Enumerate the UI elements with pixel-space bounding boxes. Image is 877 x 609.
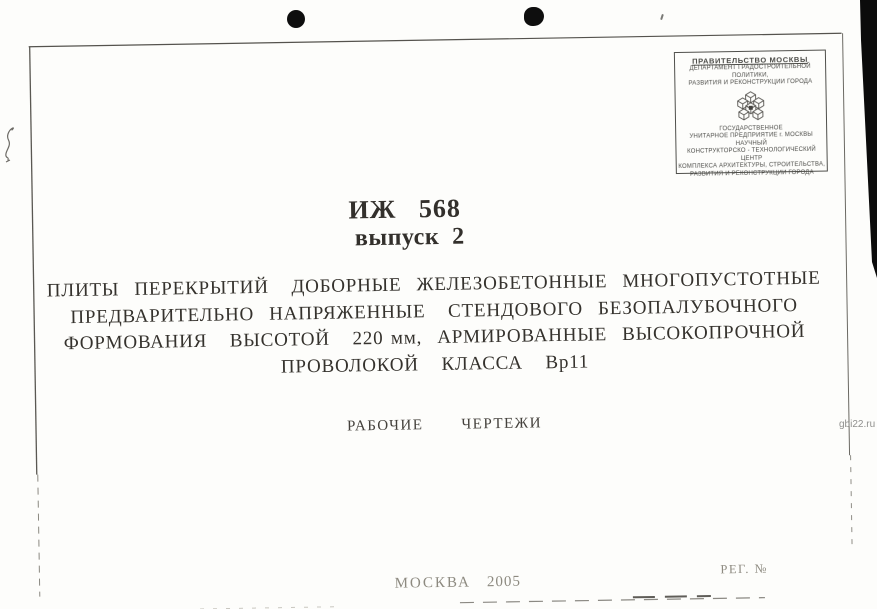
title-line: ПЛИТЫ ПЕРЕКРЫТИЙ ДОБОРНЫЕ ЖЕЛЕЗОБЕТОННЫЕ МНОГОПУСТОТНЫЕ bbox=[46, 267, 821, 302]
stamp-org-line: НАУЧНЫЙ bbox=[735, 140, 768, 147]
doc-issue: выпуск 2 bbox=[354, 223, 465, 252]
footer-city-year bbox=[394, 574, 521, 593]
footer-year: 2005 bbox=[486, 573, 522, 591]
title-line: ФОРМОВАНИЯ ВЫСОТОЙ 220 мм, АРМИРОВАННЫЕ ВЫСОКОПРОЧНОЙ bbox=[63, 320, 806, 355]
cube-cluster-logo-icon bbox=[730, 89, 771, 124]
scan-edge-strip bbox=[857, 0, 877, 280]
watermark: gbi22.ru bbox=[839, 419, 876, 430]
stamp-org-line: ГОСУДАРСТВЕННОЕ bbox=[719, 124, 783, 132]
stamp-org-line: УНИТАРНОЕ ПРЕДПРИЯТИЕ г. МОСКВЫ bbox=[689, 131, 813, 140]
stamp-header: ПРАВИТЕЛЬСТВО МОСКВЫ bbox=[692, 54, 808, 66]
bottom-tear-line bbox=[200, 595, 765, 609]
stamp-dept-line-2: РАЗВИТИЯ И РЕКОНСТРУКЦИИ ГОРОДА bbox=[688, 78, 813, 87]
margin-scribble bbox=[0, 120, 30, 180]
title-line: ПРОВОЛОКОЙ КЛАССА Вр11 bbox=[280, 351, 590, 378]
stamp-org-line: КОМПЛЕКСА АРХИТЕКТУРЫ, СТРОИТЕЛЬСТВА, bbox=[678, 162, 826, 171]
hole-punch-left bbox=[287, 10, 305, 28]
stamp-dept-line-1: ДЕПАРТАМЕНТ ГРАДОСТРОИТЕЛЬНОЙ ПОЛИТИКИ, bbox=[689, 63, 811, 79]
footer-city: МОСКВА bbox=[394, 574, 472, 592]
reg-number-label: РЕГ. № bbox=[720, 561, 769, 577]
stamp-org-line: РАЗВИТИЯ И РЕКОНСТРУКЦИИ ГОРОДА bbox=[689, 169, 814, 178]
stamp-org-line: КОНСТРУКТОРСКО - ТЕХНОЛОГИЧЕСКИЙ ЦЕНТР bbox=[687, 146, 816, 162]
subtitle-word: РАБОЧИЕ bbox=[346, 417, 424, 435]
document-title bbox=[0, 265, 869, 385]
title-line: ПРЕДВАРИТЕЛЬНО НАПРЯЖЕННЫЕ СТЕНДОВОГО БЕЗОПАЛУБОЧНОГО bbox=[70, 294, 799, 328]
document-subtitle bbox=[347, 415, 542, 435]
subtitle-word: ЧЕРТЕЖИ bbox=[461, 415, 543, 433]
stamp-box bbox=[674, 50, 828, 178]
doc-code: ИЖ 568 bbox=[348, 193, 462, 225]
